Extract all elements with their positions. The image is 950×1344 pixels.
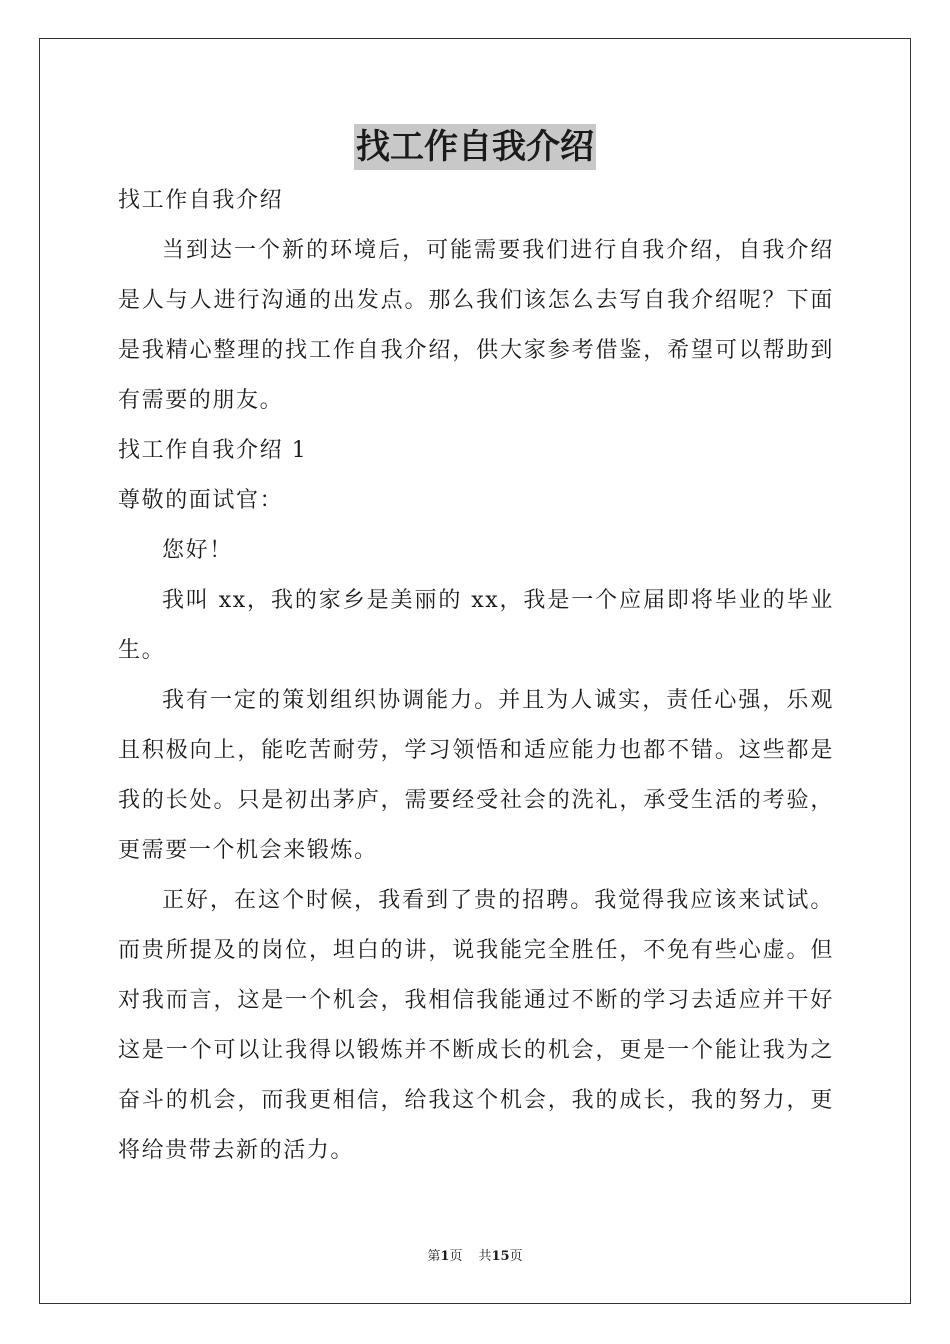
total-label-suffix: 页: [509, 1249, 523, 1264]
paragraph-greeting: 您好！: [162, 538, 233, 563]
document-body: [118, 176, 834, 1176]
title-container: [0, 124, 950, 170]
paragraph-motivation: 正好，在这个时候，我看到了贵的招聘。我觉得我应该来试试。而贵所提及的岗位，坦白的讲，说我能完全胜任，不免有些心虚。但对我而言，这是一个机会，我相信我能通过不断的学习去适应并干好这是一个可以让我得以锻炼并不断成长的机会，更是一个能让我为之奋斗的机会，而我更相信，给我这个机会，我的成长，我的努力，更将给贵带去新的活力。: [118, 888, 834, 1163]
document-title: 找工作自我介绍: [354, 124, 596, 170]
paragraph-self-intro: 我叫 xx，我的家乡是美丽的 xx，我是一个应届即将毕业的毕业生。: [118, 588, 834, 663]
paragraph-section-title: 找工作自我介绍 1: [118, 438, 308, 463]
page-label-suffix: 页: [449, 1249, 463, 1264]
paragraph-salutation: 尊敬的面试官：: [118, 488, 284, 513]
total-label-prefix: 共: [478, 1249, 492, 1264]
paragraph-abilities: 我有一定的策划组织协调能力。并且为人诚实，责任心强，乐观且积极向上，能吃苦耐劳，学习领悟和适应能力也都不错。这些都是我的长处。只是初出茅庐，需要经受社会的洗礼，承受生活的考验，更需要一个机会来锻炼。: [118, 688, 834, 863]
total-page-count: 15: [491, 1249, 510, 1264]
paragraph-intro: 当到达一个新的环境后，可能需要我们进行自我介绍，自我介绍是人与人进行沟通的出发点。那么我们该怎么去写自我介绍呢？下面是我精心整理的找工作自我介绍，供大家参考借鉴，希望可以帮助到有需要的朋友。: [118, 238, 834, 413]
paragraph-heading: 找工作自我介绍: [118, 188, 284, 213]
page-label-prefix: 第: [427, 1249, 441, 1264]
current-page-number: 1: [440, 1249, 450, 1264]
page-footer: [0, 1247, 950, 1267]
